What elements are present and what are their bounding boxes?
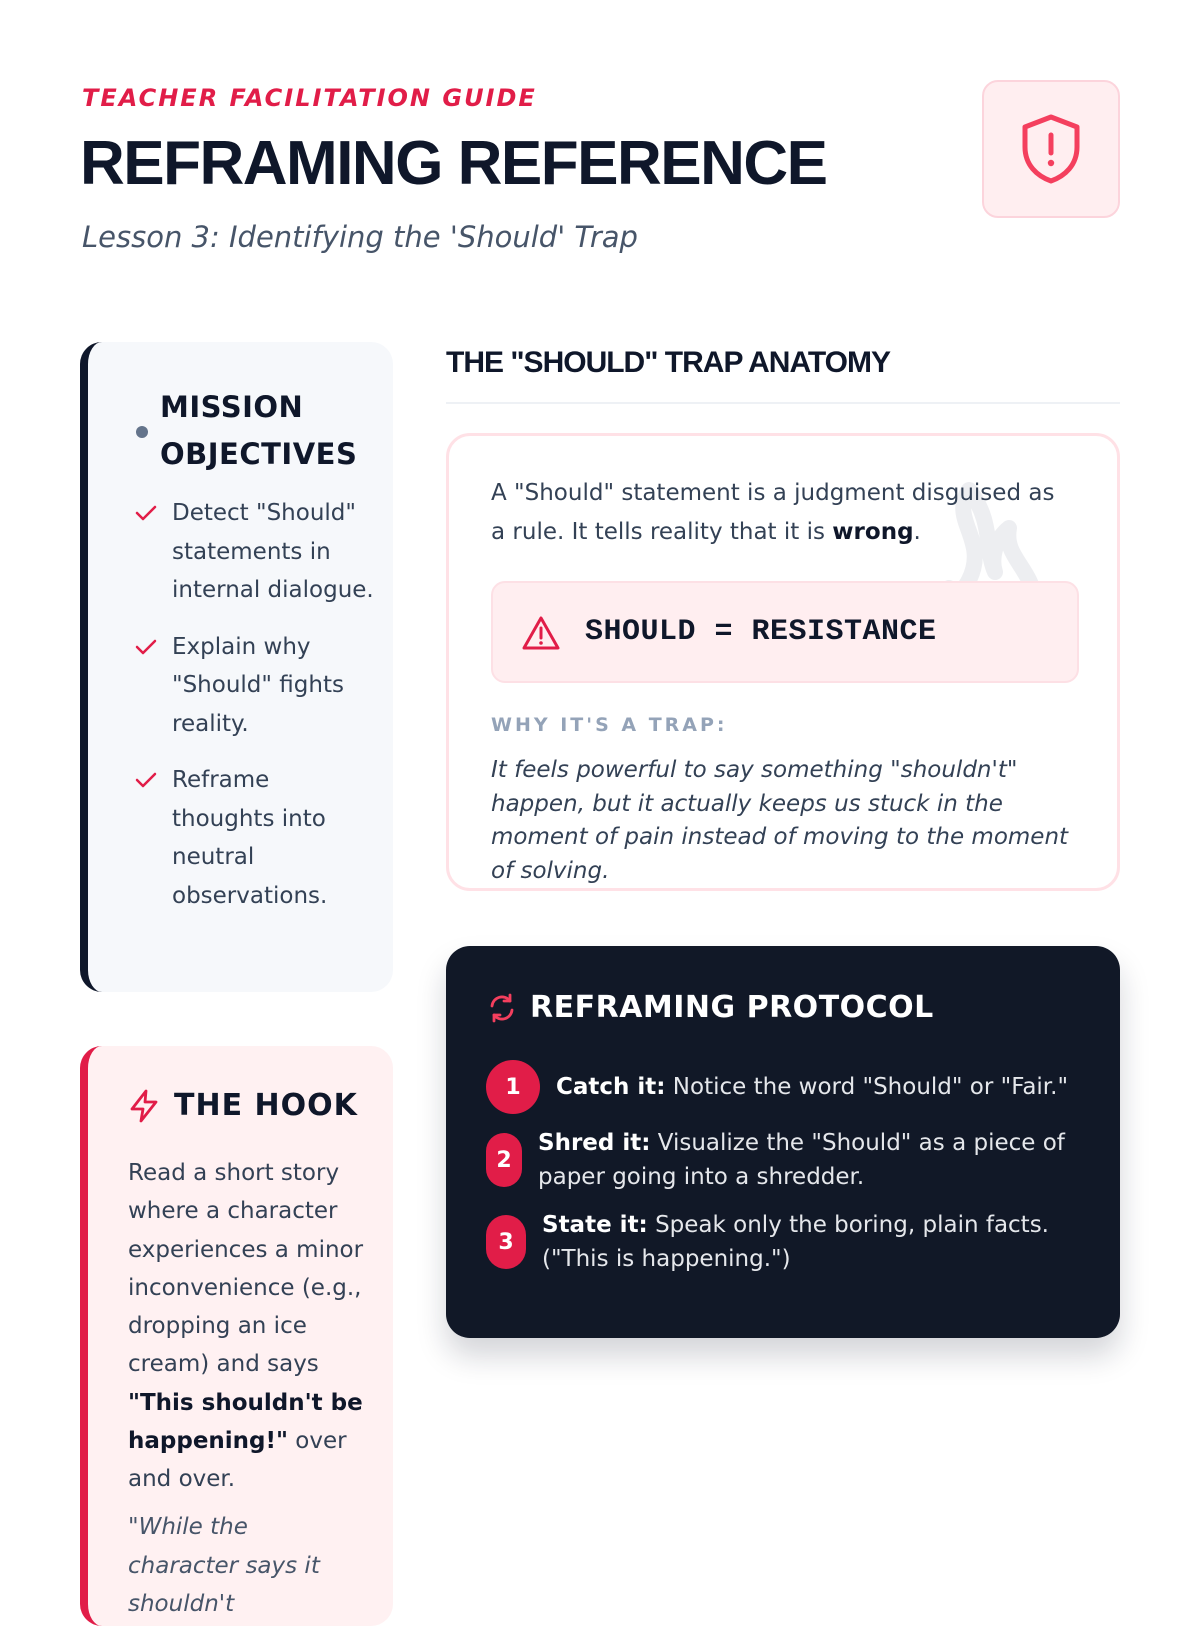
objective-item <box>134 761 374 915</box>
anatomy-intro-end: . <box>913 519 921 545</box>
hook-body <box>128 1154 368 1499</box>
step-text <box>556 1070 1076 1104</box>
step-number-badge: 3 <box>486 1215 526 1269</box>
check-icon <box>134 503 158 523</box>
objective-text: Reframe thoughts into neutral observations. <box>172 767 328 909</box>
warning-triangle-icon <box>521 615 561 651</box>
step-description: Notice the word "Should" or "Fair." <box>665 1074 1069 1100</box>
hook-header <box>128 1088 358 1123</box>
divider <box>446 402 1120 404</box>
lightning-icon <box>128 1089 160 1123</box>
protocol-step <box>486 1126 1068 1194</box>
step-text <box>538 1126 1068 1194</box>
step-label: State it: <box>542 1212 648 1238</box>
shield-alert-icon <box>1019 113 1083 185</box>
reframing-protocol-card <box>446 946 1120 1338</box>
step-label: Shred it: <box>538 1130 651 1156</box>
anatomy-title: THE "SHOULD" TRAP ANATOMY <box>446 346 891 379</box>
anatomy-card <box>446 433 1120 891</box>
anatomy-intro-emphasis: wrong <box>832 519 914 545</box>
step-label: Catch it: <box>556 1074 666 1100</box>
check-icon <box>134 637 158 657</box>
check-icon <box>134 770 158 790</box>
trap-label: WHY IT'S A TRAP: <box>491 714 728 736</box>
step-description: Visualize the "Should" as a piece of paper going into a shredder. <box>538 1130 1065 1190</box>
page-title: REFRAMING REFERENCE <box>80 129 827 198</box>
refresh-icon <box>486 992 518 1024</box>
step-description: Speak only the boring, plain facts. ("This is happening.") <box>542 1212 1049 1272</box>
objective-text: Explain why "Should" fights reality. <box>172 633 344 737</box>
protocol-title: REFRAMING PROTOCOL <box>530 990 934 1025</box>
hook-body-text: Read a short story where a character experiences a minor inconvenience (e.g., dropping an ice cream) and says <box>128 1160 364 1378</box>
anatomy-intro <box>491 474 1061 552</box>
protocol-step <box>486 1208 1072 1276</box>
protocol-header <box>486 990 934 1025</box>
step-text <box>542 1208 1072 1276</box>
step-number-badge: 2 <box>486 1133 522 1187</box>
guide-eyebrow: TEACHER FACILITATION GUIDE <box>82 84 537 112</box>
objective-item <box>134 628 374 744</box>
bullet-dot-icon <box>136 426 148 438</box>
hook-body-emphasis: "This shouldn't be happening!" <box>128 1389 363 1455</box>
objective-item <box>134 494 374 610</box>
equation-callout <box>491 581 1079 683</box>
objective-text: Detect "Should" statements in internal dialogue. <box>172 500 374 603</box>
mission-objectives-card <box>80 342 393 992</box>
protocol-step <box>486 1060 1076 1114</box>
anatomy-intro-text: A "Should" statement is a judgment disguised as a rule. It tells reality that it is <box>491 480 1055 545</box>
hook-body-text-end: over and over. <box>128 1428 347 1493</box>
hook-title: THE HOOK <box>174 1088 358 1123</box>
lesson-subtitle: Lesson 3: Identifying the 'Should' Trap <box>82 220 638 254</box>
hook-quote: "While the character says it shouldn't <box>128 1514 320 1617</box>
trap-explanation: It feels powerful to say something "shouldn't" happen, but it actually keeps us stuck in the moment of pain instead of moving to the moment of solving. <box>491 757 1069 884</box>
step-number-badge: 1 <box>486 1060 540 1114</box>
objectives-title: MISSION OBJECTIVES <box>160 390 358 471</box>
objectives-list <box>134 494 374 933</box>
shield-badge <box>982 80 1120 218</box>
hook-card <box>80 1046 393 1626</box>
equation-text: SHOULD = RESISTANCE <box>585 615 937 649</box>
